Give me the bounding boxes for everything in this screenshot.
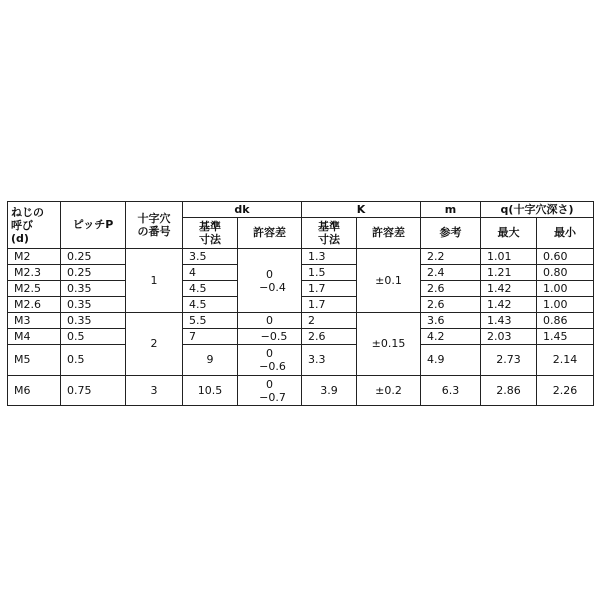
cell-k: 1.7 — [302, 281, 357, 297]
cell-pitch: 0.25 — [61, 249, 126, 265]
cell-size: M2.3 — [8, 265, 61, 281]
header-pitch: ピッチP — [61, 202, 126, 249]
header-dk-tolerance: 許容差 — [238, 218, 302, 249]
cell-pitch: 0.25 — [61, 265, 126, 281]
cell-pitch: 0.5 — [61, 329, 126, 345]
cell-q-max: 2.03 — [481, 329, 537, 345]
header-dk: dk — [183, 202, 302, 218]
cell-dk: 3.5 — [183, 249, 238, 265]
cell-k-tolerance: ±0.1 — [357, 249, 421, 313]
cell-dk-tolerance: −0.5 — [238, 329, 302, 345]
cell-m: 4.9 — [421, 345, 481, 376]
cell-dk-tolerance: 0 −0.7 — [238, 376, 302, 406]
cell-q-max: 1.42 — [481, 297, 537, 313]
cell-q-min: 0.86 — [537, 313, 594, 329]
cell-m: 2.4 — [421, 265, 481, 281]
cell-k: 3.3 — [302, 345, 357, 376]
header-k-tolerance: 許容差 — [357, 218, 421, 249]
cell-pitch: 0.35 — [61, 297, 126, 313]
table-row — [8, 329, 594, 345]
header-k: K — [302, 202, 421, 218]
cell-dk: 7 — [183, 329, 238, 345]
cell-recess-no: 3 — [126, 376, 183, 406]
header-q: q(十字穴深さ) — [481, 202, 594, 218]
cell-q-max: 2.73 — [481, 345, 537, 376]
cell-size: M5 — [8, 345, 61, 376]
cell-size: M2.5 — [8, 281, 61, 297]
cell-size: M6 — [8, 376, 61, 406]
header-k-basic: 基準 寸法 — [302, 218, 357, 249]
cell-dk: 4.5 — [183, 297, 238, 313]
cell-dk: 10.5 — [183, 376, 238, 406]
cell-dk-tolerance: 0 — [238, 313, 302, 329]
cell-dk: 4 — [183, 265, 238, 281]
table-row — [8, 345, 594, 376]
cell-k-tolerance: ±0.15 — [357, 313, 421, 376]
cell-q-min: 1.00 — [537, 281, 594, 297]
header-nominal-size: ねじの 呼び (d) — [8, 202, 61, 249]
cell-size: M4 — [8, 329, 61, 345]
cell-m: 3.6 — [421, 313, 481, 329]
cell-q-max: 1.42 — [481, 281, 537, 297]
cell-q-min: 1.00 — [537, 297, 594, 313]
header-q-min: 最小 — [537, 218, 594, 249]
cell-q-max: 1.21 — [481, 265, 537, 281]
cell-k: 2.6 — [302, 329, 357, 345]
header-q-max: 最大 — [481, 218, 537, 249]
cell-size: M2.6 — [8, 297, 61, 313]
cell-m: 2.6 — [421, 281, 481, 297]
cell-m: 6.3 — [421, 376, 481, 406]
cell-q-max: 2.86 — [481, 376, 537, 406]
cell-q-min: 2.14 — [537, 345, 594, 376]
cell-q-min: 0.80 — [537, 265, 594, 281]
cell-size: M2 — [8, 249, 61, 265]
cell-k: 3.9 — [302, 376, 357, 406]
header-cross-recess-no: 十字穴 の番号 — [126, 202, 183, 249]
cell-k: 2 — [302, 313, 357, 329]
table-row — [8, 249, 594, 265]
header-m-reference: 参考 — [421, 218, 481, 249]
cell-pitch: 0.5 — [61, 345, 126, 376]
cell-dk: 5.5 — [183, 313, 238, 329]
cell-k: 1.7 — [302, 297, 357, 313]
table-row — [8, 313, 594, 329]
cell-q-min: 0.60 — [537, 249, 594, 265]
cell-m: 2.6 — [421, 297, 481, 313]
cell-pitch: 0.35 — [61, 313, 126, 329]
cell-q-max: 1.01 — [481, 249, 537, 265]
screw-dimension-table — [7, 201, 594, 406]
cell-m: 4.2 — [421, 329, 481, 345]
cell-k: 1.3 — [302, 249, 357, 265]
cell-size: M3 — [8, 313, 61, 329]
cell-q-min: 1.45 — [537, 329, 594, 345]
cell-pitch: 0.35 — [61, 281, 126, 297]
cell-pitch: 0.75 — [61, 376, 126, 406]
cell-dk: 4.5 — [183, 281, 238, 297]
cell-recess-no: 2 — [126, 313, 183, 376]
cell-dk: 9 — [183, 345, 238, 376]
cell-q-min: 2.26 — [537, 376, 594, 406]
header-dk-basic: 基準 寸法 — [183, 218, 238, 249]
cell-dk-tolerance: 0 −0.4 — [238, 249, 302, 313]
table-row — [8, 376, 594, 406]
header-m: m — [421, 202, 481, 218]
cell-k: 1.5 — [302, 265, 357, 281]
cell-k-tolerance: ±0.2 — [357, 376, 421, 406]
header-row-1 — [8, 202, 594, 218]
cell-m: 2.2 — [421, 249, 481, 265]
cell-q-max: 1.43 — [481, 313, 537, 329]
cell-recess-no: 1 — [126, 249, 183, 313]
cell-dk-tolerance: 0 −0.6 — [238, 345, 302, 376]
